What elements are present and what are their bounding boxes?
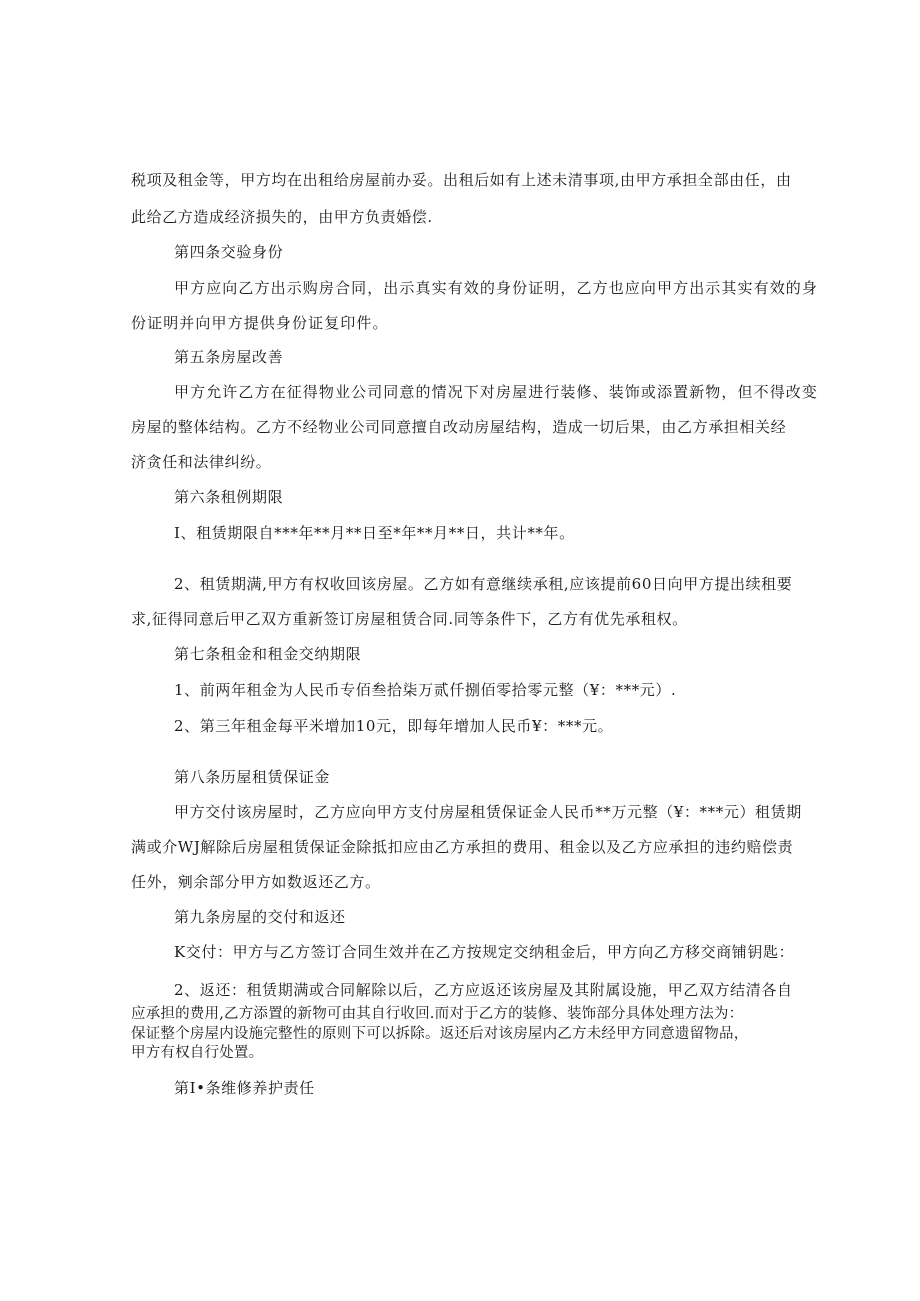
section-heading: 第I•条维修养护责任 [174,1079,315,1097]
text-line: 1、前两年租金为人民币专佰叁拾柒万贰仟捌佰零拾零元整（¥：***元）. [174,681,677,699]
text-line: 2、租赁期满,甲方有权收回该房屋。乙方如有意继续承租,应该提前60日向甲方提出续租要 [174,575,793,593]
text-line: 房屋的整体结构。乙方不经物业公司同意擅自改动房屋结构，造成一切后果，由乙方承担相关经 [131,418,787,436]
text-line: K交付：甲方与乙方签订合同生效并在乙方按规定交纳租金后，甲方向乙方移交商铺钥匙： [174,943,795,961]
text-line: 甲方交付该房屋时，乙方应向甲方支付房屋租赁保证金人民币**万元整（¥：***元）租赁期 [174,803,802,821]
text-line: 甲方有权自行处置。 [131,1045,264,1061]
text-line: 税项及租金等，甲方均在出租给房屋前办妥。出租后如有上述未清事项,由甲方承担全部由任，由 [131,171,792,189]
section-heading: 第八条历屋租赁保证金 [174,768,331,786]
section-heading: 第七条租金和租金交纳期限 [174,645,362,663]
section-heading: 第四条交验身份 [174,243,284,261]
text-line: 济贪任和法律纠纷。 [131,453,272,471]
text-line: I、租赁期限自***年**月**日至*年**月**日，共计**年。 [174,524,575,542]
text-line: 2、返还：租赁期满或合同解除以后，乙方应返还该房屋及其附属设施，甲乙双方结清各自 [174,981,793,999]
section-heading: 第六条租例期限 [174,488,284,506]
text-line: 2、第三年租金每平米增加10元，即每年增加人民币¥：***元。 [174,717,614,735]
section-heading: 第五条房屋改善 [174,348,284,366]
text-line: 甲方应向乙方出示购房合同，出示真实有效的身份证明，乙方也应向甲方出示其实有效的身 [174,279,819,297]
text-line: 保证整个房屋内设施完整性的原则下可以拆除。返还后对该房屋内乙方未经甲方同意遗留物品， [131,1026,749,1042]
text-line: 求,征得同意后甲乙双方重新签订房屋租赁合同.同等条件下，乙方有优先承租权。 [131,610,688,628]
text-line: 任外，剜余部分甲方如数返还乙方。 [131,873,381,891]
text-line: 满或介WJ解除后房屋租赁保证金除抵扣应由乙方承担的费用、租金以及乙方应承担的违约赔偿责 [131,838,794,856]
text-line: 份证明并向甲方提供身份证复印件。 [131,314,389,332]
section-heading: 第九条房屋的交付和返还 [174,908,346,926]
text-line: 甲方允许乙方在征得物业公司同意的情况下对房屋进行装修、装饰或添置新物，但不得改变 [174,383,819,401]
text-line: 此给乙方造成经济损失的，由甲方负责婚偿. [131,208,433,226]
text-line: 应承担的费用,乙方添置的新物可由其自行收回.而对于乙方的装修、装饰部分具体处理方法为： [131,1006,744,1022]
